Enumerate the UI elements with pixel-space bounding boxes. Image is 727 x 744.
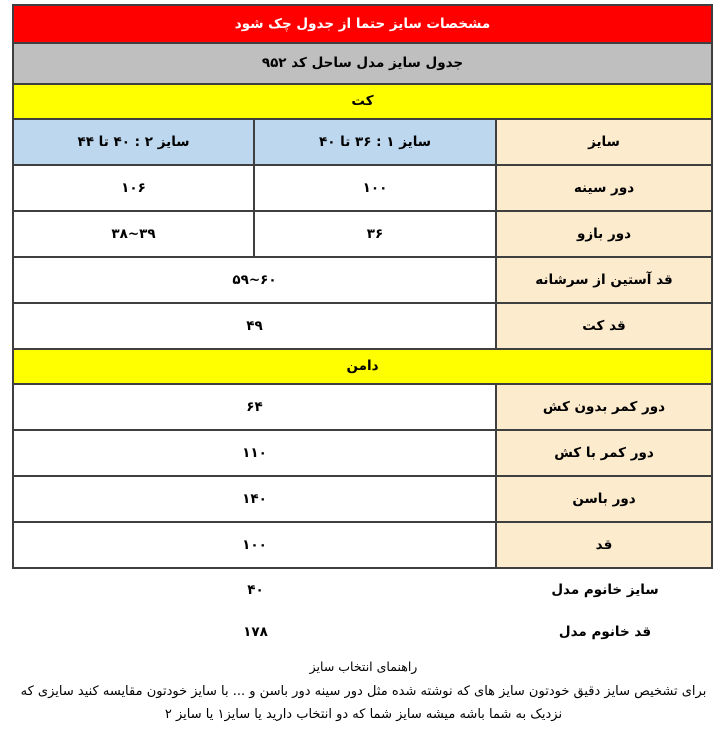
row-label: دور کمر بدون کش [496,384,712,430]
model-info-table [14,569,713,653]
size-chart-table [12,4,713,569]
row-label: دور کمر با کش [496,430,712,476]
row-label: دور باسن [496,476,712,522]
section-row-skirt [13,349,712,384]
model-row [14,569,713,611]
row-value-size1: ۱۰۰ [254,165,496,211]
row-label: قد کت [496,303,712,349]
title-row [13,43,712,84]
row-value-size2: ۱۰۶ [13,165,254,211]
notice-row [13,5,712,43]
column-header-row [13,119,712,165]
row-value-size1: ۳۶ [254,211,496,257]
row-value-size2: ۳۹~۳۸ [13,211,254,257]
column-header-size2: سایز ۲ : ۴۰ تا ۴۴ [13,119,254,165]
row-label: قد آستین از سرشانه [496,257,712,303]
notice-banner: مشخصات سایز حتما از جدول چک شود [13,5,712,43]
section-header-skirt: دامن [13,349,712,384]
model-row-value: ۴۰ [247,582,264,598]
table-row [13,430,712,476]
row-label: دور بازو [496,211,712,257]
model-row-label: قد خانوم مدل [558,624,652,640]
row-value-merged: ۱۰۰ [13,522,496,568]
table-row [13,522,712,568]
table-row [13,384,712,430]
size-guide [14,659,713,727]
table-row [13,257,712,303]
row-value-merged: ۶۴ [13,384,496,430]
model-row [14,611,713,653]
row-value-merged: ۱۱۰ [13,430,496,476]
table-row [13,303,712,349]
size-guide-title: راهنمای انتخاب سایز [309,659,418,674]
section-header-jacket: کت [13,84,712,119]
column-header-size1: سایز ۱ : ۳۶ تا ۴۰ [254,119,496,165]
row-value-merged: ۶۰~۵۹ [13,257,496,303]
section-row-jacket [13,84,712,119]
row-value-merged: ۴۹ [13,303,496,349]
size-guide-line-2: نزدیک به شما باشه میشه سایز شما که دو انتخاب دارید یا سایز۱ یا سایز ۲ [164,706,563,722]
size-guide-line-1: برای تشخیص سایز دقیق خودتون سایز های که نوشته شده مثل دور سینه دور باسن و ... با سایز خودتون مقایسه کنید سایزی که [20,684,707,699]
row-label: دور سینه [496,165,712,211]
model-row-value: ۱۷۸ [243,624,268,640]
row-label: قد [496,522,712,568]
row-value-merged: ۱۴۰ [13,476,496,522]
chart-title: جدول سایز مدل ساحل کد ۹۵۲ [13,43,712,84]
table-row [13,476,712,522]
model-row-label: سایز خانوم مدل [551,582,659,598]
table-row [13,165,712,211]
column-header-label: سایز [496,119,712,165]
table-row [13,211,712,257]
